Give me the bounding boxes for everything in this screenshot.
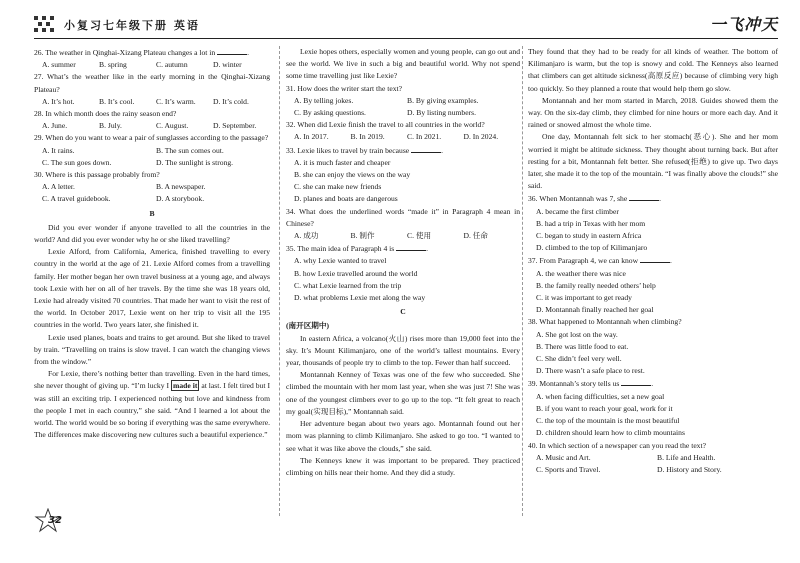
answer-option[interactable]: C. By asking questions. (294, 108, 366, 118)
question-stem (286, 119, 520, 131)
answer-option[interactable]: C. what Lexie learned from the trip (294, 280, 402, 290)
paragraph-text: at last. I felt tired but I was still an exciting trip. I experienced nothing but love and kindness from the people I met in each country,” she said. “And I learned a lot about the world. The world would be so boring if everything was the same everywhere. The differences make discovering new cultures such a beautiful experience.” (34, 381, 270, 440)
answer-option[interactable]: C. It’s warm. (156, 96, 196, 106)
answer-options (34, 120, 270, 132)
answer-options (34, 96, 270, 108)
answer-options (34, 145, 270, 169)
question-text: 28. In which month does the rainy season end? (34, 109, 177, 119)
answer-option[interactable]: C. she can make new friends (294, 182, 382, 192)
answer-option[interactable]: B. The sun comes out. (156, 145, 224, 155)
answer-options (528, 391, 778, 440)
question-text: 27. What’s the weather like in the early morning in the Qinghai-Xizang Plateau? (34, 72, 270, 94)
column-middle (286, 46, 520, 479)
source-label: (南开区期中) (286, 321, 330, 331)
answer-option[interactable]: D. climbed to the top of Kilimanjaro (536, 243, 648, 253)
paragraph: Did you ever wonder if anyone travelled to all the countries in the world? And did you ever wonder why he or she liked travelling? (34, 222, 270, 245)
question-list (286, 83, 520, 305)
answer-option[interactable]: D. children should learn how to climb mountains (536, 428, 685, 438)
question-stem (286, 206, 520, 230)
answer-option[interactable]: B. how Lexie travelled around the world (294, 268, 418, 278)
page-number: 32 (48, 515, 62, 526)
answer-option[interactable]: A. It rains. (42, 145, 75, 155)
question-list (528, 192, 778, 476)
answer-option[interactable]: A. Music and Art. (536, 452, 591, 462)
answer-option[interactable]: A. 成功 (294, 231, 319, 241)
highlighted-phrase: made it (173, 381, 198, 391)
question-stem: 37. From Paragraph 4, we can know . (528, 256, 672, 266)
column-right (528, 46, 778, 476)
question-text: 30. Where is this passage probably from? (34, 170, 160, 180)
answer-blank (411, 144, 441, 153)
paragraph: Lexie Alford, from California, America, finished travelling to every country in the world at the age of 21. Lexie Alford comes from a travelling family. Her mother began her own travel business at a young age, and always took Lexie with her on all of her travels. By the time she was 18 years old, Lexie had already visited 70 countries. That made her want to visit the rest of the world. In October 2017, Lexie went on her trip to visit all the 195 countries in the world. Two years later, she finished it. (34, 247, 270, 330)
question-stem: 26. The weather in Qinghai-Xizang Plateau changes a lot in . (34, 48, 250, 57)
answer-blank (640, 254, 670, 263)
answer-option[interactable]: D. 任命 (463, 231, 488, 241)
answer-blank (396, 242, 426, 251)
book-title: 小复习七年级下册 英语 (64, 19, 200, 32)
question-text: 31. How does the writer start the text? (286, 83, 402, 93)
question-list (34, 46, 270, 206)
section-heading: B (149, 208, 155, 218)
answer-option[interactable]: B. had a trip in Texas with her mom (536, 218, 646, 228)
paragraph: Her adventure began about two years ago. Montannah found out her mom was planning to climb Kilimanjaro. She asked to go too. “I wanted to see what it was like above the clouds,” she said. (286, 419, 520, 453)
answer-option[interactable]: C. A travel guidebook. (42, 194, 111, 204)
answer-options (528, 206, 778, 255)
question-text: 40. In which section of a newspaper can you read the text? (528, 440, 706, 450)
answer-option[interactable]: B. 制作 (350, 231, 375, 241)
question-text: 34. What does the underlined words “made it” in Paragraph 4 mean in Chinese? (286, 206, 520, 228)
answer-option[interactable]: D. History and Story. (657, 464, 722, 474)
question-stem (34, 132, 270, 144)
answer-options (286, 255, 520, 304)
brand-logo: 一飞冲天 (709, 15, 778, 34)
answer-blank (217, 46, 247, 55)
answer-option[interactable]: A. In 2017. (294, 132, 329, 142)
paragraph: Montannah and her mom started in March, 2018. Guides showed them the way. On the six-day climb, they climbed for nine hours or more each day. And it rained or snowed almost the whole time. (528, 95, 778, 130)
paragraph: They found that they had to be ready for all kinds of weather. The bottom of Kilimanjaro is warm, but the top is snowy and cold. The Kenneys also learned that climbers can get altitude sickness(高原反应) because of climbing very high too quickly. So they planned a route that would help them go slow. (528, 47, 778, 93)
answer-option[interactable]: D. In 2024. (463, 132, 499, 142)
answer-option[interactable]: A. By telling jokes. (294, 95, 354, 105)
answer-option[interactable]: B. By giving examples. (407, 95, 479, 105)
question-stem: 36. When Montannah was 7, she . (528, 194, 662, 204)
answer-option[interactable]: C. Sports and Travel. (536, 464, 601, 474)
answer-option[interactable]: B. It’s cool. (99, 96, 135, 106)
question-stem: 39. Montannah’s story tells us . (528, 379, 654, 389)
answer-option[interactable]: C. 使用 (407, 231, 432, 241)
paragraph: The Kenneys knew it was important to be prepared. They practiced climbing on hills near their home. And they did a study. (286, 455, 520, 477)
question-text: 37. From Paragraph 4, we can know (528, 256, 639, 266)
paragraph-text: For Lexie, there’s nothing better than travelling. Even in the hard times, she never thought of giving up. “I’m lucky I (34, 369, 270, 391)
paragraph: In eastern Africa, a volcano(火山) rises more than 19,000 feet into the sky. It’s Mount Kilimanjaro, one of the world’s tallest mountains. Every year, thousands of people try to climb to the top. Fewer than half succeed. (286, 333, 520, 368)
answer-option[interactable]: A. why Lexie wanted to travel (294, 256, 387, 266)
answer-option[interactable]: D. September. (213, 121, 257, 131)
question-text: 32. When did Lexie finish the travel to all countries in the world? (286, 120, 485, 130)
answer-options (528, 268, 778, 317)
page-header (34, 14, 778, 40)
answer-options (286, 230, 520, 242)
question-text: 39. Montannah’s story tells us (528, 379, 620, 389)
answer-option[interactable]: C. began to study in eastern Africa (536, 231, 642, 241)
paragraph: Lexie hopes others, especially women and young people, can go out and see the world. We live in such a big and beautiful world. Why not spend some time travelling just like Lexie? (286, 47, 520, 81)
answer-option[interactable]: A. It’s hot. (42, 96, 75, 106)
column-left (34, 46, 270, 442)
answer-option[interactable]: D. By listing numbers. (407, 108, 476, 118)
question-text: 33. Lexie likes to travel by train because (286, 145, 410, 155)
answer-options (528, 329, 778, 378)
column-divider (279, 46, 280, 516)
answer-option[interactable]: A. A letter. (42, 182, 75, 192)
question-text: 26. The weather in Qinghai-Xizang Plateau changes a lot in (34, 48, 216, 57)
answer-options (286, 95, 520, 119)
question-text: 29. When do you want to wear a pair of sunglasses according to the passage? (34, 133, 269, 143)
question-stem: 33. Lexie likes to travel by train because . (286, 145, 443, 155)
answer-option[interactable]: A. the weather there was nice (536, 268, 626, 278)
answer-option[interactable]: D. It’s cold. (213, 96, 249, 106)
answer-option[interactable]: C. She didn’t feel very well. (536, 354, 622, 364)
paragraph (34, 368, 270, 441)
answer-option[interactable]: D. winter (213, 60, 242, 70)
answer-options (34, 181, 270, 205)
paragraph: One day, Montannah felt sick to her stomach(恶心). She and her mom worried it might be altitude sickness. They thought about turning back. But after resting for a bit, Montannah felt better. She refused(拒绝) to give up. Two days later, she made it to the top of the mountain. “I was finally above the clouds!” she said. (528, 132, 778, 191)
question-stem (528, 316, 778, 328)
answer-option[interactable]: B. In 2019. (350, 132, 385, 142)
logo-icon (34, 16, 56, 32)
question-stem (34, 169, 270, 181)
answer-option[interactable]: A. June. (42, 121, 68, 131)
answer-option[interactable]: D. There wasn’t a safe place to rest. (536, 366, 645, 376)
answer-option[interactable]: B. spring (99, 60, 127, 70)
paragraph: Montannah Kenney of Texas was one of the few who succeeded. She climbed the mountain with her mom last year, when she was just 7! She was one of the youngest climbers ever to go up to the top. “It felt great to reach my goal(实现目标),” Montannah said. (286, 370, 520, 416)
answer-option[interactable]: C. The sun goes down. (42, 157, 112, 167)
question-stem (34, 71, 270, 95)
answer-option[interactable]: C. August. (156, 121, 189, 131)
question-text: 38. What happened to Montannah when climbing? (528, 317, 682, 327)
question-stem (528, 440, 778, 452)
question-stem: 35. The main idea of Paragraph 4 is . (286, 244, 429, 254)
answer-blank (629, 192, 659, 201)
answer-option[interactable]: D. what problems Lexie met along the way (294, 293, 426, 303)
answer-options (528, 452, 778, 476)
answer-option[interactable]: C. it was important to get ready (536, 293, 632, 303)
answer-options (34, 59, 270, 71)
section-heading: C (400, 307, 406, 317)
paragraph: Lexie used planes, boats and trains to get around. But she liked to travel by train. “Travelling on trains is slow travel. I can watch the changing views from the window.” (34, 332, 270, 367)
answer-option[interactable]: B. July. (99, 121, 122, 131)
answer-option[interactable]: C. In 2021. (407, 132, 442, 142)
answer-option[interactable]: A. became the first climber (536, 206, 619, 216)
answer-option[interactable]: A. it is much faster and cheaper (294, 157, 391, 167)
question-text: 36. When Montannah was 7, she (528, 194, 628, 204)
answer-option[interactable]: A. when facing difficulties, set a new goal (536, 391, 665, 401)
answer-option[interactable]: B. Life and Health. (657, 452, 716, 462)
answer-option[interactable]: D. Montannah finally reached her goal (536, 305, 654, 315)
header-divider (34, 38, 778, 39)
answer-option[interactable]: B. A newspaper. (156, 182, 206, 192)
answer-option[interactable]: C. the top of the mountain is the most beautiful (536, 416, 680, 426)
answer-option[interactable]: B. she can enjoy the views on the way (294, 170, 411, 180)
answer-blank (621, 377, 651, 386)
answer-option[interactable]: B. the family really needed others’ help (536, 280, 656, 290)
answer-option[interactable]: A. She got lost on the way. (536, 329, 618, 339)
answer-option[interactable]: C. autumn (156, 60, 188, 70)
answer-option[interactable]: B. There was little food to eat. (536, 341, 629, 351)
question-stem (34, 108, 270, 120)
answer-option[interactable]: D. A storybook. (156, 194, 205, 204)
answer-option[interactable]: A. summer (42, 60, 76, 70)
answer-options (286, 157, 520, 206)
answer-options (286, 131, 520, 143)
question-text: 35. The main idea of Paragraph 4 is (286, 244, 395, 254)
question-stem (286, 83, 520, 95)
answer-option[interactable]: D. planes and boats are dangerous (294, 194, 398, 204)
column-divider (522, 46, 523, 516)
answer-option[interactable]: D. The sunlight is strong. (156, 157, 234, 167)
answer-option[interactable]: B. if you want to reach your goal, work for it (536, 403, 673, 413)
